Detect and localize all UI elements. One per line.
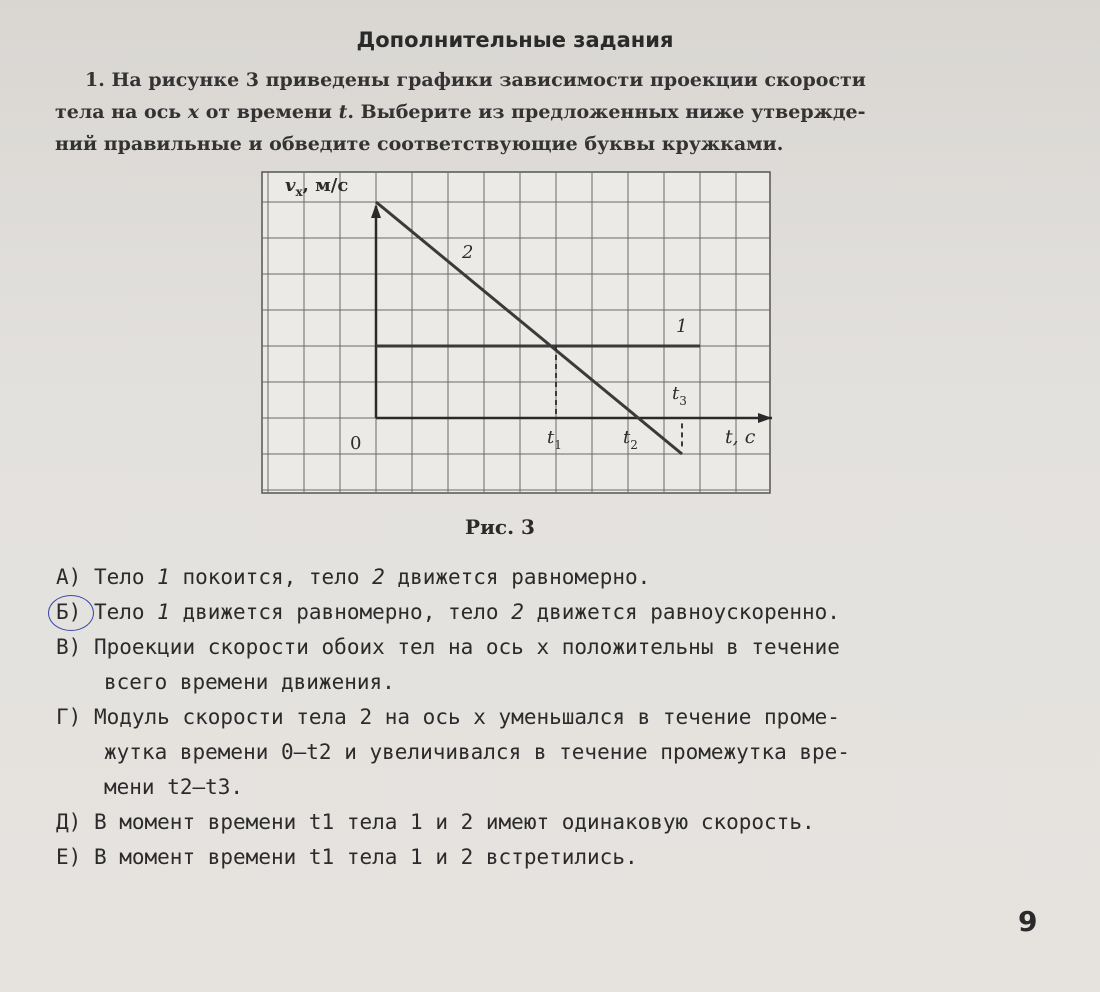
section-title: Дополнительные задания	[356, 28, 674, 52]
page-number: 9	[1018, 905, 1038, 938]
origin-label: 0	[350, 433, 362, 454]
task-line-2: тела на ось x от времени t. Выберите из предложенных ниже утвержде-	[55, 101, 866, 123]
t2-label: $t_2$	[623, 427, 638, 452]
grid-frame	[262, 172, 770, 493]
chart-grid	[262, 172, 770, 493]
answer-options	[56, 560, 1046, 875]
option-d[interactable]: Д) В момент времени t1 тела 1 и 2 имеют одинаковую скорость.	[56, 810, 815, 834]
t3-label: $t_3$	[672, 383, 687, 408]
task-line-3: ний правильные и обведите соответствующие буквы кружками.	[55, 133, 784, 155]
line-1-label: 1	[676, 316, 688, 337]
option-e[interactable]: Е) В момент времени t1 тела 1 и 2 встретились.	[56, 845, 638, 869]
task-line-1: 1. На рисунке 3 приведены графики зависимости проекции скорости	[85, 69, 866, 91]
velocity-time-chart	[255, 163, 775, 498]
answer-circle-mark	[48, 595, 94, 631]
task-statement	[55, 64, 990, 160]
option-g[interactable]: Г) Модуль скорости тела 2 на ось x уменьшался в течение проме- жутка времени 0—t2 и увеличивался в течение промежутка вре- мени t2—t3.	[56, 705, 850, 799]
line-2-label: 2	[462, 242, 474, 263]
option-a[interactable]: А) Тело 1 покоится, тело 2 движется равномерно.	[56, 565, 651, 589]
y-axis-label: $v_x$, м/с	[285, 175, 349, 199]
option-b[interactable]: Б) Тело 1 движется равномерно, тело 2 движется равноускоренно.	[56, 595, 1046, 630]
x-axis-label: t, с	[725, 426, 756, 448]
option-v[interactable]: В) Проекции скорости обоих тел на ось x положительны в течение всего времени движения.	[56, 635, 840, 694]
t1-label: $t_1$	[547, 427, 562, 452]
figure-caption: Рис. 3	[465, 515, 535, 539]
